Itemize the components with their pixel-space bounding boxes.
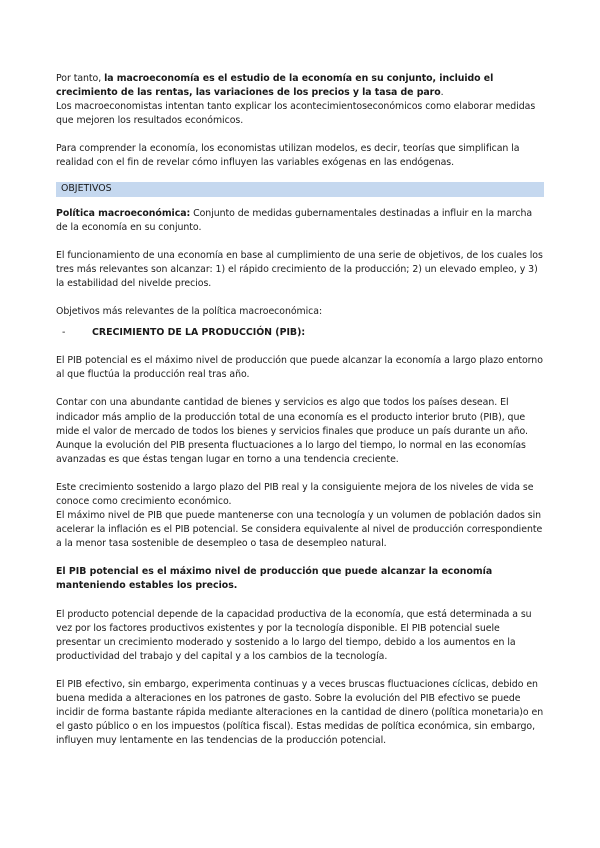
bullet-dash: - [62,327,66,339]
growth-paragraph [56,481,544,551]
models-paragraph: Para comprender la economía, los economistas utilizan modelos, es decir, teorías que simplifican la realidad con el fin de revelar cómo influyen las variables exógenas en las endógenas. [56,143,520,169]
bold-statement: El PIB potencial es el máximo nivel de producción que puede alcanzar la economía manteniendo estables los precios. [56,566,493,592]
bullet-label: CRECIMIENTO DE LA PRODUCCIÓN (PIB): [92,327,306,339]
functioning-paragraph: El funcionamiento de una economía en base al cumplimiento de una serie de objetivos, de los cuales los tres más relevantes son alcanzar: 1) el rápido crecimiento de la producción; 2) un elevado empleo, y 3) la estabilidad del nivelde precios. [56,249,543,289]
document-page [56,72,544,748]
policy-definition-text: Conjunto de medidas gubernamentales destinadas a influir en la marcha de la economía en su conjunto. [56,207,533,233]
intro-tail: . [440,87,444,99]
macroeconomics-definition: la macroeconomía es el estudio de la economía en su conjunto, incluido el crecimiento de las rentas, las variaciones de los precios y la tasa de paro [56,73,494,99]
pib-paragraph: Contar con una abundante cantidad de bienes y servicios es algo que todos los países desean. El indicador más amplio de la producción total de una economía es el producto interior bruto (PIB), que mide el valor de mercado de todos los bienes y servicios finales que produce un país durante un año. Aunque la evolución del PIB presenta fluctuaciones a lo largo del tiempo, lo normal en las economías avanzadas es que éstas tengan lugar en torno a una tendencia creciente. [56,397,528,465]
growth-sentence: Este crecimiento sostenido a largo plazo del PIB real y la consiguiente mejora de los niveles de vida se conoce como crecimiento económico. [56,481,534,507]
potential-pib-sentence: El máximo nivel de PIB que puede mantenerse con una tecnología y un volumen de población dados sin acelerar la inflación es el PIB potencial. Se considera equivalente al nivel de producción correspondiente a la menor tasa sostenible de desempleo o tasa de desempleo natural. [56,510,543,550]
policy-definition [56,207,544,235]
pib-potential-definition: El PIB potencial es el máximo nivel de producción que puede alcanzar la economía a largo plazo entorno al que fluctúa la producción real tras año. [56,355,543,381]
policy-term: Política macroeconómica: [56,207,191,219]
macroeconomists-sentence: Los macroeconomistas intentan tanto explicar los acontecimientoseconómicos como elaborar medidas que mejoren los resultados económicos. [56,101,536,127]
effective-pib-paragraph: El PIB efectivo, sin embargo, experimenta continuas y a veces bruscas fluctuaciones cíclicas, debido en buena medida a alteraciones en los patrones de gasto. Sobre la evolución del PIB efectivo se puede incidir de forma bastante rápida mediante alteraciones en la cantidad de dinero (política monetaria)o en el gasto público o en los impuestos (política fiscal). Estas medidas de política económica, sin embargo, influyen muy lentamente en las tendencias de la producción potencial. [56,678,544,747]
intro-lead: Por tanto, [56,73,105,84]
bullet-production-growth [56,326,544,340]
potential-product-paragraph: El producto potencial depende de la capacidad productiva de la economía, que está determinada a su vez por los factores productivos existentes y por la tecnología disponible. El PIB potencial suele presentar un crecimiento moderado y sostenido a lo largo del tiempo, debido a los aumentos en la productividad del trabajo y del capital y a los cambios de la tecnología. [56,608,532,662]
objectives-intro: Objetivos más relevantes de la política macroeconómica: [56,306,323,318]
intro-paragraph [56,72,544,128]
section-heading-objetivos: OBJETIVOS [56,182,544,197]
